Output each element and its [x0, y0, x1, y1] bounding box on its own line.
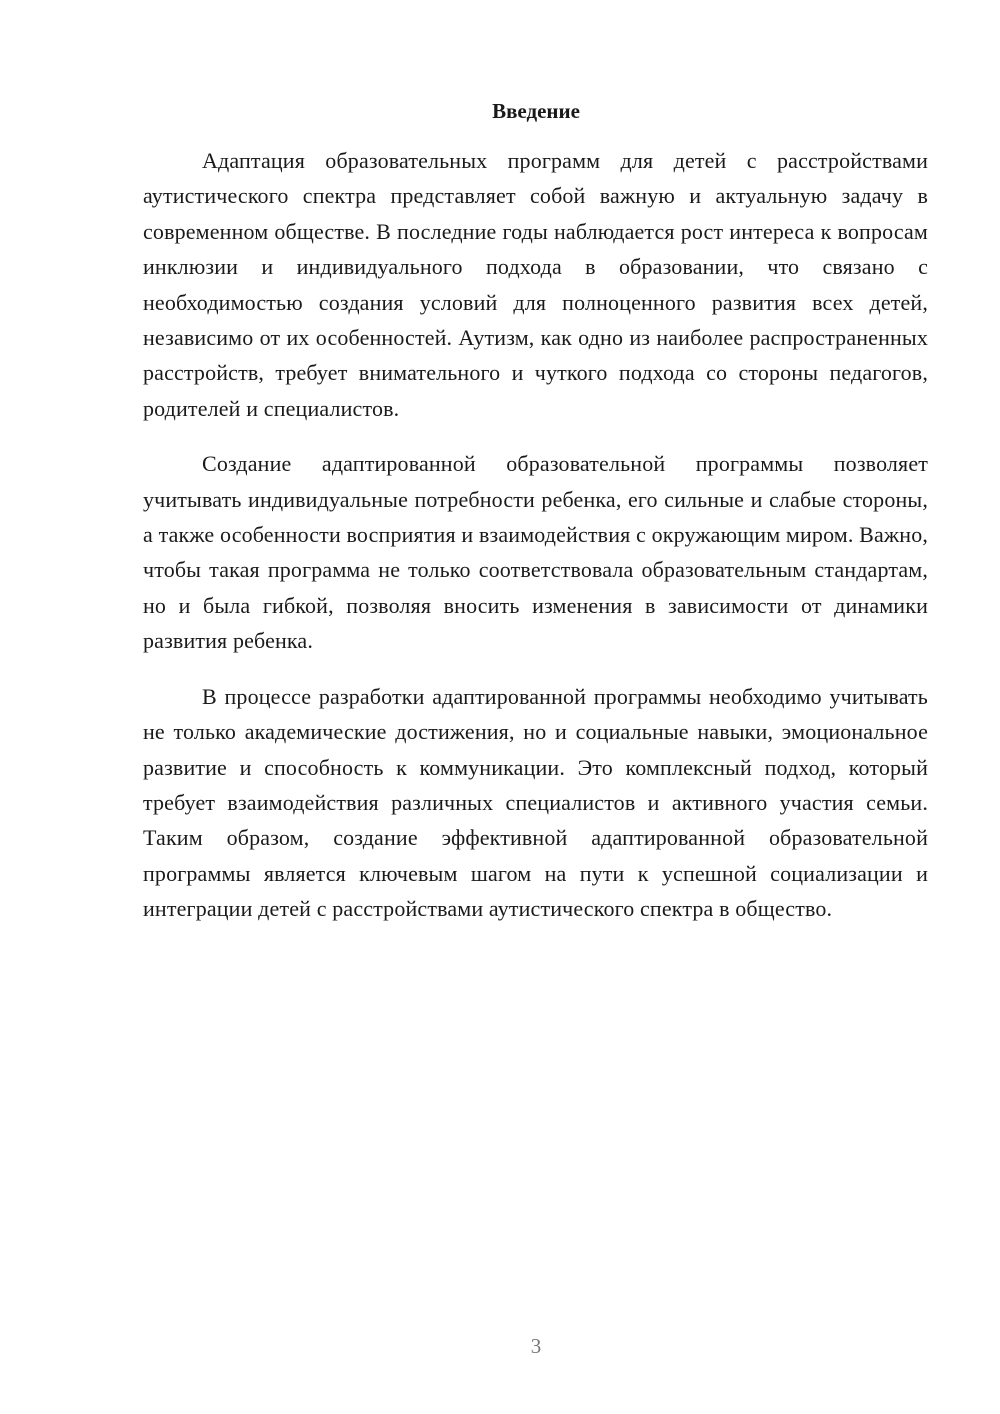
- paragraph-1: Адаптация образовательных программ для детей с расстройствами аутистического спектра представляет собой важную и актуальную задачу в современном обществе. В последние годы наблюдается рост интереса к вопросам инклюзии и индивидуального подхода в образовании, что связано с необходимостью создания условий для полноценного развития всех детей, независимо от их особенностей. Аутизм, как одно из наиболее распространенных расстройств, требует внимательного и чуткого подхода со стороны педагогов, родителей и специалистов.: [143, 148, 928, 421]
- page-number: 3: [530, 1334, 542, 1358]
- paragraph-2: Создание адаптированной образовательной программы позволяет учитывать индивидуальные потребности ребенка, его сильные и слабые стороны, а также особенности восприятия и взаимодействия с окружающим миром. Важно, чтобы такая программа не только соответствовала образовательным стандартам, но и была гибкой, позволяя вносить изменения в зависимости от динамики развития ребенка.: [143, 451, 928, 654]
- body-text: [143, 143, 928, 947]
- paragraph-3: В процессе разработки адаптированной программы необходимо учитывать не только академические достижения, но и социальные навыки, эмоциональное развитие и способность к коммуникации. Это комплексный подход, который требует взаимодействия различных специалистов и активного участия семьи. Таким образом, создание эффективной адаптированной образовательной программы является ключевым шагом на пути к успешной социализации и интеграции детей с расстройствами аутистического спектра в общество.: [143, 683, 928, 922]
- section-title: Введение: [492, 99, 580, 123]
